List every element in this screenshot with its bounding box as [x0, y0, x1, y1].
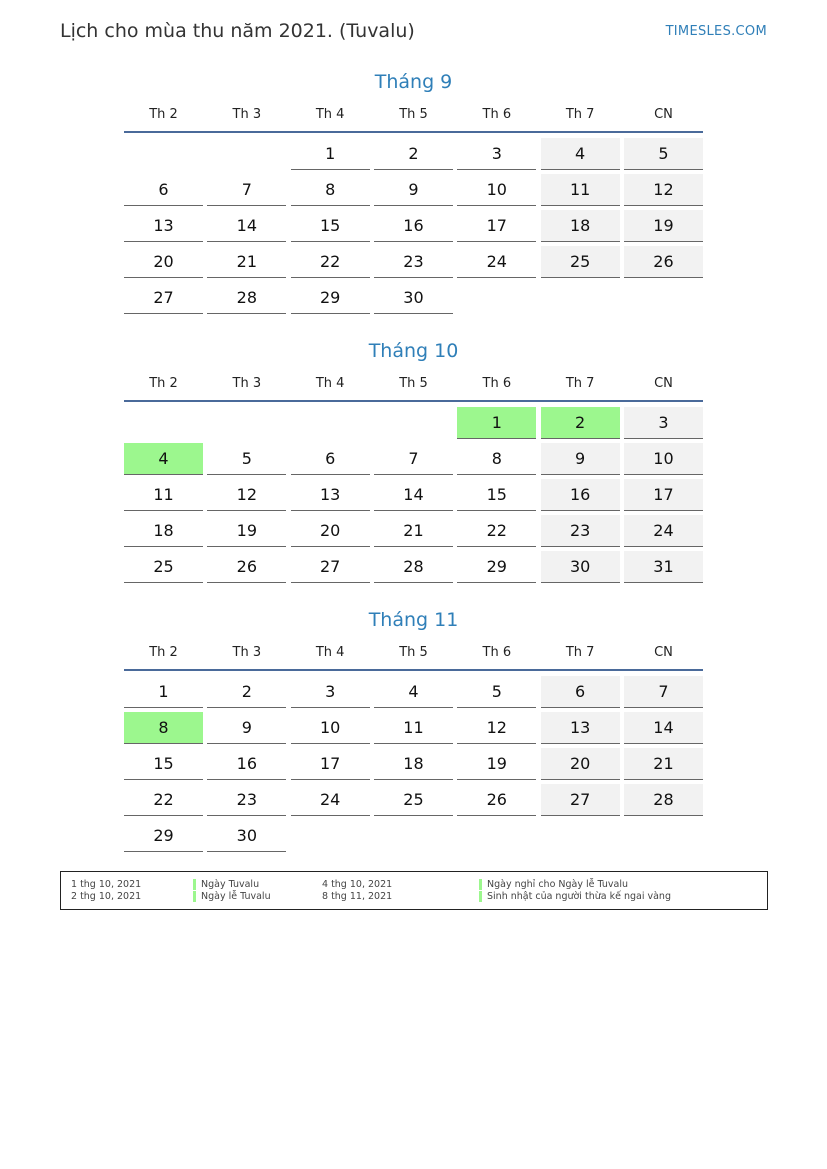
day-cell[interactable]: 10	[291, 712, 370, 744]
day-cell[interactable]: 2	[374, 138, 453, 170]
legend-item	[71, 890, 271, 902]
empty-day-cell	[291, 407, 370, 438]
empty-day-cell	[541, 282, 620, 313]
day-cell[interactable]: 12	[207, 479, 286, 511]
day-cell[interactable]: 16	[207, 748, 286, 780]
day-cell[interactable]: 7	[207, 174, 286, 206]
month-title: Tháng 9	[374, 71, 453, 93]
day-cell[interactable]: 1	[291, 138, 370, 170]
weekday-label: Th 6	[482, 106, 512, 122]
weekday-label: Th 2	[149, 375, 178, 391]
day-cell[interactable]: 14	[207, 210, 286, 242]
day-cell[interactable]: 6	[541, 676, 620, 708]
week-row	[124, 282, 703, 318]
month-title: Tháng 11	[368, 609, 459, 631]
day-cell[interactable]: 4	[541, 138, 620, 170]
day-cell[interactable]: 18	[124, 515, 203, 547]
week-row	[124, 443, 703, 479]
legend-item	[322, 878, 628, 890]
day-cell[interactable]: 3	[291, 676, 370, 708]
weekday-header	[124, 366, 703, 400]
day-cell[interactable]: 15	[457, 479, 536, 511]
day-cell[interactable]: 4	[374, 676, 453, 708]
weekday-label: Th 5	[399, 375, 428, 391]
day-cell[interactable]: 5	[457, 676, 536, 708]
day-cell[interactable]: 23	[207, 784, 286, 816]
holiday-day-cell[interactable]: 8	[124, 712, 203, 744]
header-divider	[124, 669, 703, 671]
day-cell[interactable]: 11	[374, 712, 453, 744]
weekday-label: Th 4	[315, 106, 345, 122]
month-title: Tháng 10	[368, 340, 459, 362]
legend-color-swatch	[193, 879, 196, 890]
empty-day-cell	[457, 282, 536, 313]
day-cell[interactable]: 23	[541, 515, 620, 547]
day-cell[interactable]: 30	[374, 282, 453, 314]
legend-item	[71, 878, 259, 890]
day-cell[interactable]: 10	[624, 443, 703, 475]
day-cell[interactable]: 17	[624, 479, 703, 511]
day-cell[interactable]: 13	[541, 712, 620, 744]
empty-day-cell	[374, 407, 453, 438]
day-cell[interactable]: 9	[207, 712, 286, 744]
header-divider	[124, 400, 703, 402]
empty-day-cell	[207, 407, 286, 438]
day-cell[interactable]: 20	[541, 748, 620, 780]
day-cell[interactable]: 18	[541, 210, 620, 242]
day-cell[interactable]: 16	[374, 210, 453, 242]
day-cell[interactable]: 25	[124, 551, 203, 583]
legend-date: 8 thg 11, 2021	[322, 890, 393, 902]
day-cell[interactable]: 20	[291, 515, 370, 547]
weekday-label: Th 2	[149, 106, 178, 122]
day-cell[interactable]: 5	[624, 138, 703, 170]
day-cell[interactable]: 29	[291, 282, 370, 314]
week-row	[124, 407, 703, 443]
day-cell[interactable]: 17	[291, 748, 370, 780]
day-cell[interactable]: 21	[374, 515, 453, 547]
week-row	[124, 748, 703, 784]
weekday-label: Th 3	[232, 644, 262, 660]
legend-name: Ngày Tuvalu	[201, 878, 260, 890]
day-cell[interactable]: 27	[124, 282, 203, 314]
day-cell[interactable]: 24	[457, 246, 536, 278]
day-cell[interactable]: 10	[457, 174, 536, 206]
day-cell[interactable]: 9	[374, 174, 453, 206]
day-cell[interactable]: 12	[457, 712, 536, 744]
page-title: Lịch cho mùa thu năm 2021. (Tuvalu)	[60, 20, 415, 42]
day-cell[interactable]: 19	[457, 748, 536, 780]
empty-day-cell	[624, 282, 703, 313]
week-row	[124, 784, 703, 820]
week-row	[124, 138, 703, 174]
legend-name: Ngày lễ Tuvalu	[201, 890, 271, 902]
weekday-label: CN	[654, 375, 673, 391]
weekday-label: Th 3	[232, 106, 262, 122]
day-cell[interactable]: 7	[374, 443, 453, 475]
day-cell[interactable]: 3	[624, 407, 703, 439]
day-cell[interactable]: 6	[124, 174, 203, 206]
week-row	[124, 174, 703, 210]
day-cell[interactable]: 25	[374, 784, 453, 816]
header-divider	[124, 131, 703, 133]
week-row	[124, 210, 703, 246]
day-cell[interactable]: 14	[374, 479, 453, 511]
empty-day-cell	[541, 820, 620, 851]
day-cell[interactable]: 30	[207, 820, 286, 852]
day-cell[interactable]: 21	[207, 246, 286, 278]
weekday-label: CN	[654, 106, 673, 122]
weekday-label: Th 7	[565, 375, 595, 391]
day-cell[interactable]: 29	[124, 820, 203, 852]
weekday-label: Th 4	[315, 644, 345, 660]
week-row	[124, 479, 703, 515]
day-cell[interactable]: 1	[124, 676, 203, 708]
day-cell[interactable]: 25	[541, 246, 620, 278]
legend-date: 4 thg 10, 2021	[322, 878, 393, 890]
day-cell[interactable]: 24	[291, 784, 370, 816]
day-cell[interactable]: 2	[207, 676, 286, 708]
legend-color-swatch	[479, 879, 482, 890]
weekday-label: CN	[654, 644, 673, 660]
day-cell[interactable]: 14	[624, 712, 703, 744]
month-block	[124, 605, 703, 856]
empty-day-cell	[291, 820, 370, 851]
day-cell[interactable]: 15	[124, 748, 203, 780]
empty-day-cell	[124, 138, 203, 169]
day-cell[interactable]: 22	[124, 784, 203, 816]
day-cell[interactable]: 3	[457, 138, 536, 170]
weekday-label: Th 6	[482, 644, 512, 660]
legend-date: 1 thg 10, 2021	[71, 878, 142, 890]
legend-name: Sinh nhật của người thừa kế ngai vàng	[487, 890, 671, 902]
day-cell[interactable]: 26	[624, 246, 703, 278]
holiday-day-cell[interactable]: 2	[541, 407, 620, 439]
holiday-day-cell[interactable]: 4	[124, 443, 203, 475]
day-cell[interactable]: 9	[541, 443, 620, 475]
day-cell[interactable]: 28	[624, 784, 703, 816]
day-cell[interactable]: 19	[624, 210, 703, 242]
week-row	[124, 820, 703, 856]
empty-day-cell	[124, 407, 203, 438]
day-cell[interactable]: 21	[624, 748, 703, 780]
empty-day-cell	[624, 820, 703, 851]
legend-color-swatch	[479, 891, 482, 902]
day-cell[interactable]: 26	[207, 551, 286, 583]
holiday-legend	[60, 871, 768, 910]
weekday-label: Th 6	[482, 375, 512, 391]
legend-item	[322, 890, 671, 902]
day-cell[interactable]: 26	[457, 784, 536, 816]
weekday-header	[124, 97, 703, 131]
day-cell[interactable]: 20	[124, 246, 203, 278]
weekday-label: Th 4	[315, 375, 345, 391]
day-cell[interactable]: 22	[291, 246, 370, 278]
holiday-day-cell[interactable]: 1	[457, 407, 536, 439]
day-cell[interactable]: 24	[624, 515, 703, 547]
day-cell[interactable]: 17	[457, 210, 536, 242]
day-cell[interactable]: 23	[374, 246, 453, 278]
day-cell[interactable]: 22	[457, 515, 536, 547]
day-cell[interactable]: 29	[457, 551, 536, 583]
day-cell[interactable]: 13	[124, 210, 203, 242]
day-cell[interactable]: 27	[291, 551, 370, 583]
day-cell[interactable]: 7	[624, 676, 703, 708]
weekday-label: Th 5	[399, 106, 428, 122]
empty-day-cell	[457, 820, 536, 851]
day-cell[interactable]: 13	[291, 479, 370, 511]
month-block	[124, 67, 703, 318]
day-cell[interactable]: 8	[457, 443, 536, 475]
day-cell[interactable]: 19	[207, 515, 286, 547]
week-row	[124, 712, 703, 748]
week-row	[124, 515, 703, 551]
legend-name: Ngày nghỉ cho Ngày lễ Tuvalu	[487, 878, 628, 890]
week-row	[124, 551, 703, 587]
day-cell[interactable]: 5	[207, 443, 286, 475]
day-cell[interactable]: 28	[207, 282, 286, 314]
brand-link[interactable]: TIMESLES.COM	[665, 24, 767, 39]
weekday-label: Th 7	[565, 106, 595, 122]
day-cell[interactable]: 15	[291, 210, 370, 242]
day-cell[interactable]: 6	[291, 443, 370, 475]
day-cell[interactable]: 27	[541, 784, 620, 816]
weekday-label: Th 7	[565, 644, 595, 660]
day-cell[interactable]: 31	[624, 551, 703, 583]
day-cell[interactable]: 8	[291, 174, 370, 206]
legend-color-swatch	[193, 891, 196, 902]
empty-day-cell	[374, 820, 453, 851]
day-cell[interactable]: 12	[624, 174, 703, 206]
weekday-label: Th 3	[232, 375, 262, 391]
legend-date: 2 thg 10, 2021	[71, 890, 142, 902]
month-block	[124, 336, 703, 587]
weekday-header	[124, 635, 703, 669]
day-cell[interactable]: 30	[541, 551, 620, 583]
weekday-label: Th 5	[399, 644, 428, 660]
week-row	[124, 676, 703, 712]
day-cell[interactable]: 28	[374, 551, 453, 583]
empty-day-cell	[207, 138, 286, 169]
day-cell[interactable]: 11	[124, 479, 203, 511]
day-cell[interactable]: 16	[541, 479, 620, 511]
day-cell[interactable]: 11	[541, 174, 620, 206]
weekday-label: Th 2	[149, 644, 178, 660]
week-row	[124, 246, 703, 282]
day-cell[interactable]: 18	[374, 748, 453, 780]
